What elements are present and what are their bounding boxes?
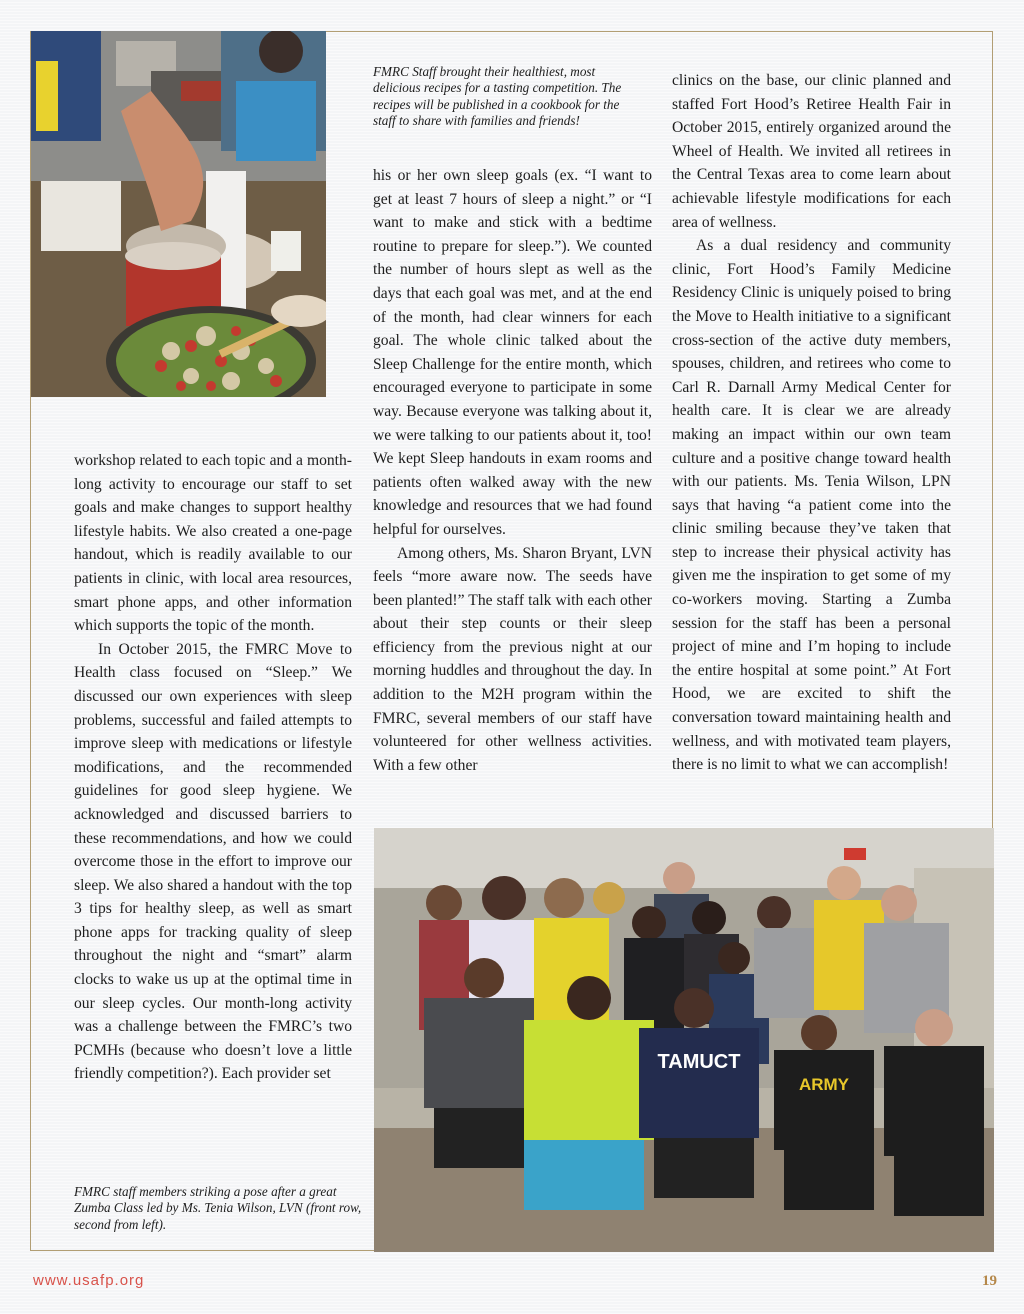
paragraph: Among others, Ms. Sharon Bryant, LVN feels “more aware now. The seeds have been planted!” The staff talk with each other about their step counts or their sleep efficiency from the previous night at our morning huddles and throughout the day. In addition to the M2H program within the FMRC, several members of our staff have volunteered for other wellness activities. With a few other <box>373 544 652 774</box>
group-photo-caption: FMRC staff members striking a pose after a great Zumba Class led by Ms. Tenia Wilson, LVN (front row, second from left). <box>74 1184 362 1232</box>
footer-website-link[interactable]: www.usafp.org <box>33 1272 145 1289</box>
paragraph: workshop related to each topic and a month-long activity to encourage our staff to set goals and make changes to support healthy lifestyle habits. We also created a one-page handout, which is readily available to our patients in clinic, with local area resources, smart phone apps, and other information which supports the topic of the month. <box>74 452 352 635</box>
army-shirt-text: ARMY <box>798 1075 850 1094</box>
page-number: 19 <box>982 1273 997 1289</box>
food-tasting-photo <box>31 31 326 397</box>
paragraph: In October 2015, the FMRC Move to Health class focused on “Sleep.” We discussed our own experiences with sleep problems, successful and failed attempts to improve sleep with medications or lifestyle modifications, and the recommended guidelines for good sleep hygiene. We acknowledged and discussed barriers to these recommendations, and how we could overcome those in the effort to improve our sleep. We also shared a handout with the top 3 tips for healthy sleep, as well as smart phone apps for tracking quality of sleep throughout the night and “smart” alarm clocks to wake us up at the optimal time in our sleep cycles. Our month-long activity was a challenge between the FMRC’s two PCMHs (because who doesn’t love a little friendly competition?). Each provider set <box>74 640 352 1083</box>
article-column-3 <box>672 69 951 777</box>
paragraph: As a dual residency and community clinic, Fort Hood’s Family Medicine Residency Clinic is uniquely poised to bring the Move to Health initiative to a significant cross-section of the active duty members, spouses, children, and retirees who come to Carl R. Darnall Army Medical Center for health care. It is clear we are already making an impact within our own team culture and a positive change toward health with our patients. Ms. Tenia Wilson, LPN says that having “a patient come into the clinic smiling because they’ve taken that step to increase their physical activity has given me the inspiration to get some of my co-workers moving. Starting a Zumba session for the staff has been a personal project of mine and I’m hoping to include the entire hospital at some point.” At Fort Hood, we are excited to shift the conversation toward maintaining health and wellness, and with motivated team players, there is no limit to what we can accomplish! <box>672 237 951 774</box>
article-column-2 <box>373 164 652 777</box>
article-column-1 <box>74 449 352 1086</box>
paragraph: clinics on the base, our clinic planned and staffed Fort Hood’s Retiree Health Fair in October 2015, entirely organized around the Wheel of Health. We invited all retirees in the Central Texas area to come learn about achievable lifestyle modifications for each area of wellness. <box>672 72 951 231</box>
tamuct-shirt-text: TAMUCT <box>657 1051 741 1073</box>
zumba-group-photo <box>374 828 994 1252</box>
food-photo-caption: FMRC Staff brought their healthiest, most delicious recipes for a tasting competition. The recipes will be published in a cookbook for the staff to share with families and friends! <box>373 64 622 129</box>
paragraph: his or her own sleep goals (ex. “I want to get at least 7 hours of sleep a night.” or “I want to make and stick with a bedtime routine to prepare for sleep.”). We counted the number of hours slept as well as the days that each goal was met, and at the end of the month, had clear winners for each goal. The whole clinic talked about the Sleep Challenge for the entire month, which encouraged everyone to participate in some way. Because everyone was talking about it, we were talking to our patients about it, too! We kept Sleep handouts in exam rooms and patients often walked away with the new knowledge and resources that we had found helpful for ourselves. <box>373 167 652 538</box>
